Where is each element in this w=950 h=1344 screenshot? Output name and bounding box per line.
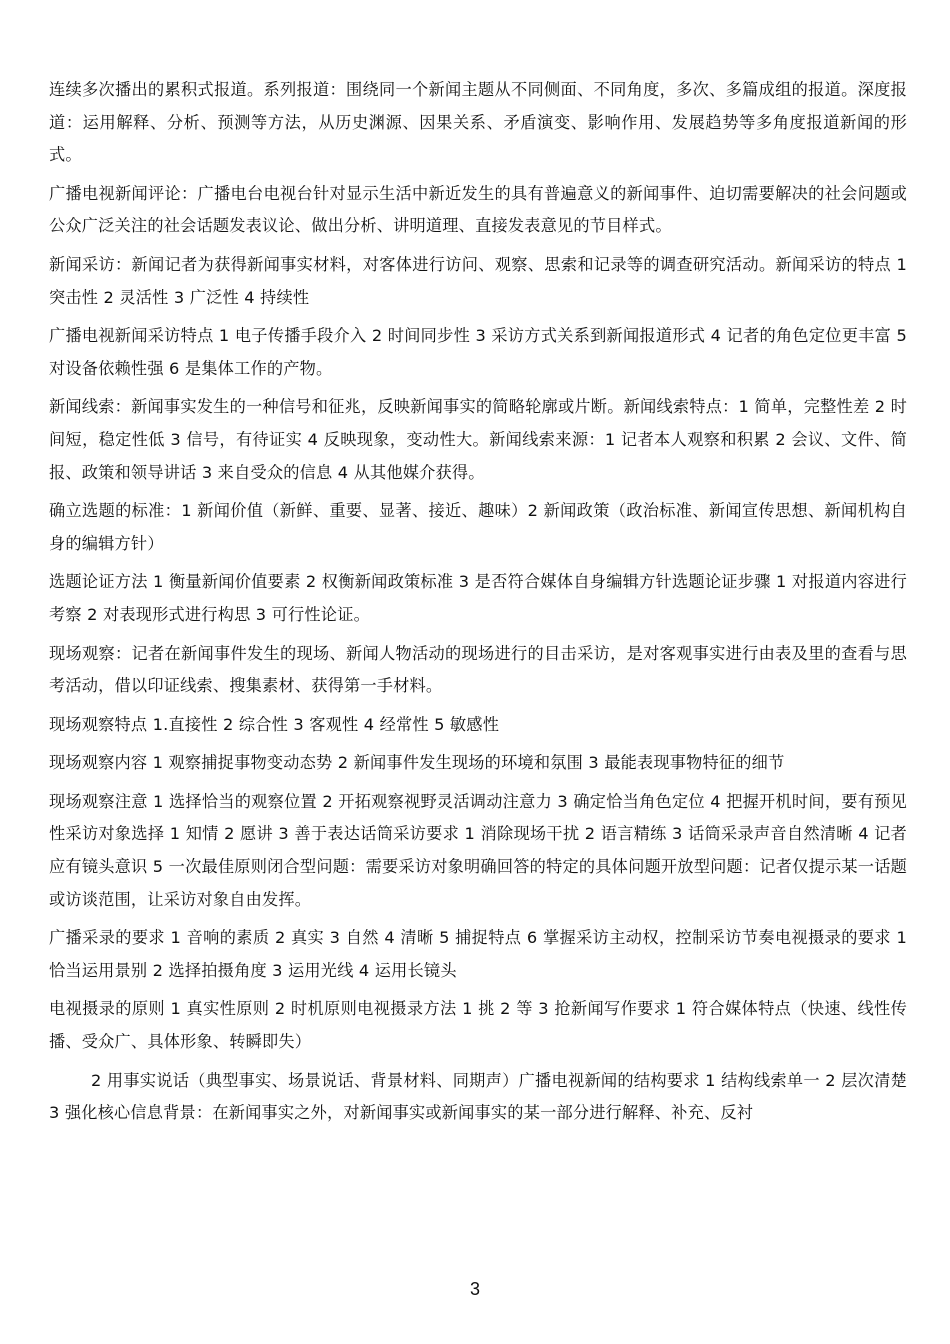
paragraph-observation-features: 现场观察特点 1.直接性 2 综合性 3 客观性 4 经常性 5 敏感性 — [49, 714, 500, 734]
paragraph-recording-requirements: 广播采录的要求 1 音响的素质 2 真实 3 自然 4 清晰 5 捕捉特点 6 掌握采访主动权，控制采访节奏电视摄录的要求 1 恰当运用景别 2 选择拍摄角度 3 运用光线 4 运用长镜头 — [49, 928, 907, 980]
paragraph-on-site-observation: 现场观察：记者在新闻事件发生的现场、新闻人物活动的现场进行的目击采访，是对客观事实进行由表及里的查看与思考活动，借以印证线索、搜集素材、获得第一手材料。 — [49, 643, 907, 696]
paragraph-observation-content: 现场观察内容 1 观察捕捉事物变动态势 2 新闻事件发生现场的环境和氛围 3 最能表现事物特征的细节 — [49, 753, 785, 773]
document-body — [49, 74, 907, 1136]
page-number: 3 — [469, 1279, 480, 1299]
paragraph-news-interview: 新闻采访：新闻记者为获得新闻事实材料，对客体进行访问、观察、思索和记录等的调查研究活动。新闻采访的特点 1 突击性 2 灵活性 3 广泛性 4 持续性 — [49, 254, 907, 307]
paragraph-topic-argument: 选题论证方法 1 衡量新闻价值要素 2 权衡新闻政策标准 3 是否符合媒体自身编辑方针选题论证步骤 1 对报道内容进行考察 2 对表现形式进行构思 3 可行性论证。 — [49, 572, 907, 624]
paragraph-news-leads: 新闻线索：新闻事实发生的一种信号和征兆，反映新闻事实的简略轮廓或片断。新闻线索特点：1 简单，完整性差 2 时间短，稳定性低 3 信号，有待证实 4 反映现象，变动性大。新闻线索来源：1 记者本人观察和积累 2 会议、文件、简报、政策和领导讲话 3 来自受众的信息 4 从其他媒介获得。 — [49, 397, 907, 482]
paragraph-report-types: 连续多次播出的累积式报道。系列报道：围绕同一个新闻主题从不同侧面、不同角度，多次、多篇成组的报道。深度报道：运用解释、分析、预测等方法，从历史渊源、因果关系、矛盾演变、影响作用、发展趋势等多角度报道新闻的形式。 — [49, 80, 907, 165]
paragraph-news-commentary: 广播电视新闻评论：广播电台电视台针对显示生活中新近发生的具有普遍意义的新闻事件、迫切需要解决的社会问题或公众广泛关注的社会话题发表议论、做出分析、讲明道理、直接发表意见的节目样式。 — [49, 183, 907, 236]
paragraph-facts-and-structure: 2 用事实说话（典型事实、场景说话、背景材料、同期声）广播电视新闻的结构要求 1 结构线索单一 2 层次清楚 3 强化核心信息背景：在新闻事实之外，对新闻事实或新闻事实的某一部分进行解释、补充、反衬 — [49, 1070, 907, 1123]
paragraph-observation-notes: 现场观察注意 1 选择恰当的观察位置 2 开拓观察视野灵活调动注意力 3 确定恰当角色定位 4 把握开机时间，要有预见性采访对象选择 1 知情 2 愿讲 3 善于表达话筒采访要求 1 消除现场干扰 2 语言精练 3 话筒采录声音自然清晰 4 记者应有镜头意识 5 一次最佳原则闭合型问题：需要采访对象明确回答的特定的具体问题开放型问题：记者仅提示某一话题或访谈范围，让采访对象自由发挥。 — [49, 791, 907, 909]
paragraph-topic-criteria: 确立选题的标准：1 新闻价值（新鲜、重要、显著、接近、趣味）2 新闻政策（政治标准、新闻宣传思想、新闻机构自身的编辑方针） — [49, 501, 907, 553]
paragraph-broadcast-interview-features: 广播电视新闻采访特点 1 电子传播手段介入 2 时间同步性 3 采访方式关系到新闻报道形式 4 记者的角色定位更丰富 5 对设备依赖性强 6 是集体工作的产物。 — [49, 326, 907, 378]
paragraph-filming-principles: 电视摄录的原则 1 真实性原则 2 时机原则电视摄录方法 1 挑 2 等 3 抢新闻写作要求 1 符合媒体特点（快速、线性传播、受众广、具体形象、转瞬即失） — [49, 999, 907, 1052]
